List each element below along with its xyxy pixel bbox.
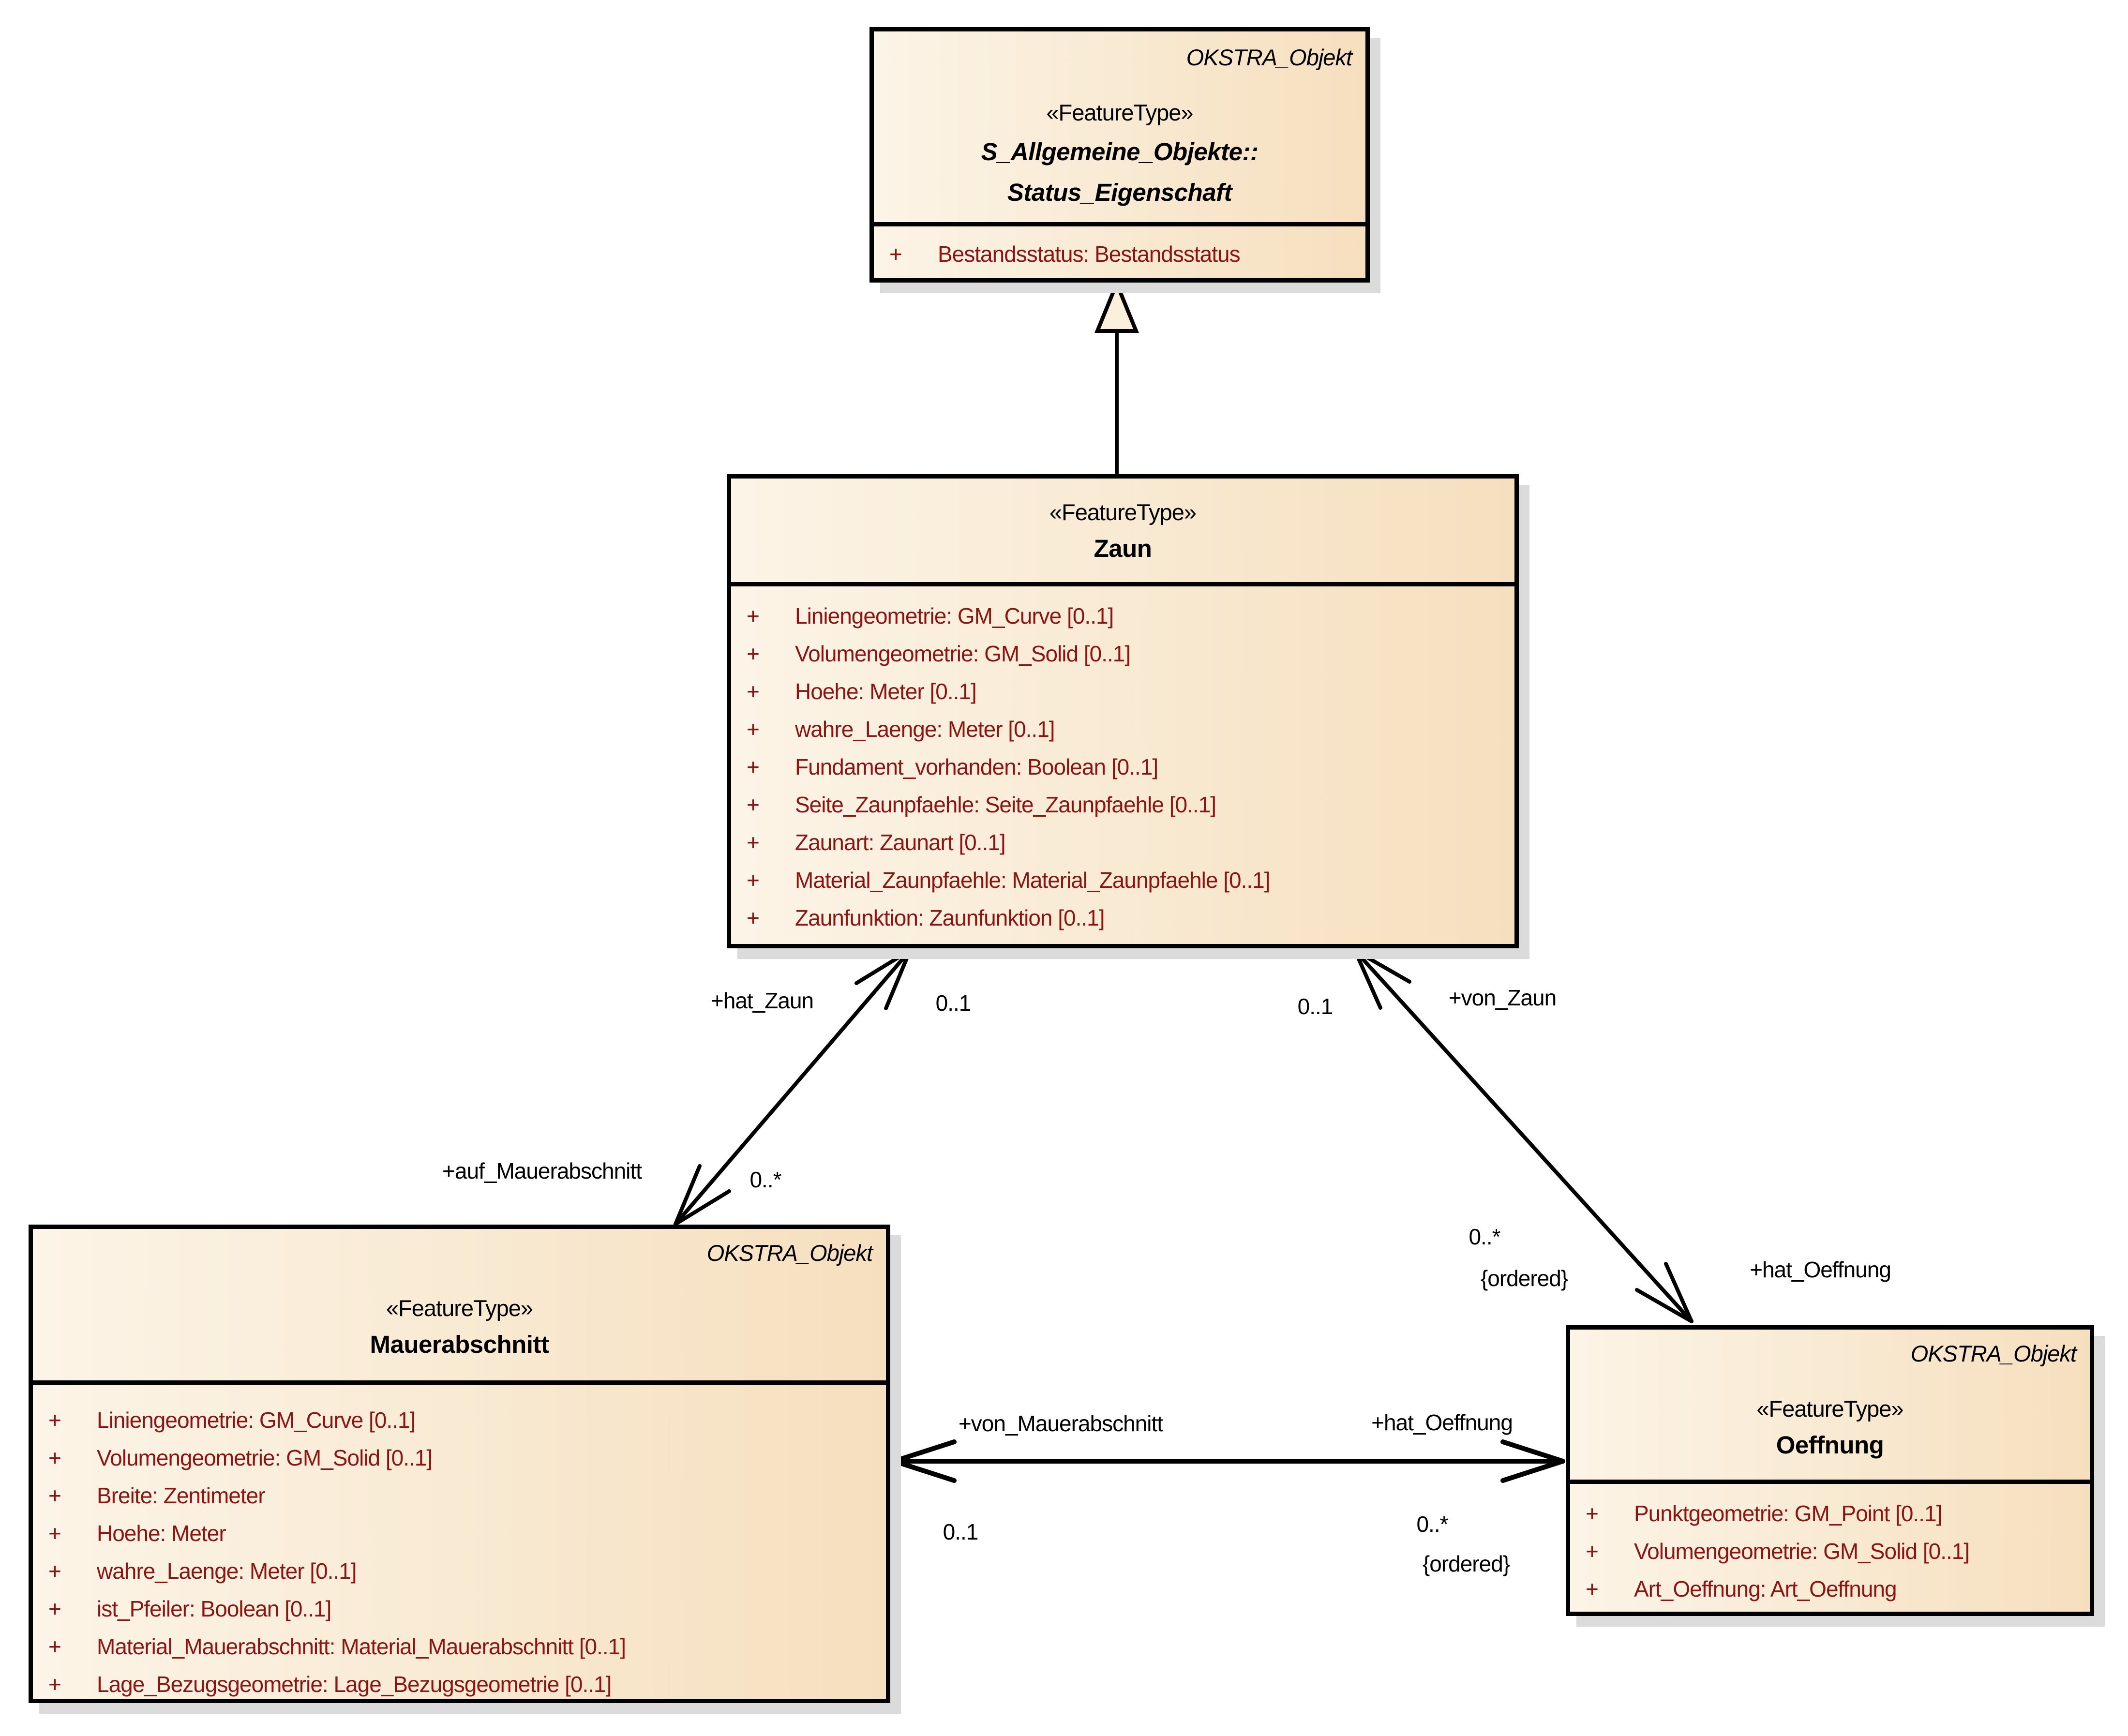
class-box-oeffnung[interactable]: [1566, 1325, 2094, 1616]
class-box-status-eigenschaft[interactable]: [869, 27, 1370, 283]
attribute-text: wahre_Laenge: Meter [0..1]: [97, 1558, 357, 1584]
attribute-row: [731, 748, 1514, 786]
assoc-mult-auf-mauerabschnitt: 0..*: [749, 1167, 781, 1192]
attribute-compartment: [874, 222, 1365, 278]
attribute-text: Art_Oeffnung: Art_Oeffnung: [1634, 1576, 1897, 1601]
attribute-row: [731, 823, 1514, 861]
assoc-mult-hat-oeffnung-horizontal: 0..*: [1416, 1512, 1448, 1537]
visibility-symbol: +: [747, 603, 759, 629]
attribute-text: Material_Mauerabschnitt: Material_Mauerabschnitt [0..1]: [97, 1634, 626, 1659]
assoc-constraint-ordered-horizontal: {ordered}: [1422, 1551, 1510, 1576]
attribute-text: Hoehe: Meter [0..1]: [795, 679, 976, 704]
class-tag: OKSTRA_Objekt: [1186, 45, 1352, 70]
attribute-text: Material_Zaunpfaehle: Material_Zaunpfaehle [0..1]: [795, 868, 1270, 893]
stereotype-label: «FeatureType»: [1049, 499, 1197, 525]
visibility-symbol: +: [747, 754, 759, 779]
visibility-symbol: +: [1586, 1539, 1598, 1564]
visibility-symbol: +: [747, 641, 759, 666]
class-header: [731, 479, 1514, 582]
attribute-text: Volumengeometrie: GM_Solid [0..1]: [97, 1445, 433, 1470]
attribute-text: Volumengeometrie: GM_Solid [0..1]: [1634, 1539, 1970, 1564]
visibility-symbol: +: [747, 717, 759, 742]
visibility-symbol: +: [48, 1672, 61, 1697]
assoc-role-hat-zaun: +hat_Zaun: [710, 988, 814, 1013]
visibility-symbol: +: [48, 1483, 61, 1508]
class-tag: OKSTRA_Objekt: [1910, 1341, 2076, 1366]
attribute-text: Seite_Zaunpfaehle: Seite_Zaunpfaehle [0..1]: [795, 792, 1216, 817]
stereotype-label: «FeatureType»: [386, 1295, 533, 1321]
attribute-row: [33, 1401, 886, 1439]
class-header: [874, 31, 1365, 222]
attribute-row: [33, 1439, 886, 1477]
attribute-text: Zaunfunktion: Zaunfunktion [0..1]: [795, 905, 1105, 930]
attribute-text: Breite: Zentimeter: [97, 1483, 265, 1508]
class-name-line2: Status_Eigenschaft: [1007, 179, 1232, 206]
assoc-role-hat-oeffnung-diagonal: +hat_Oeffnung: [1750, 1257, 1891, 1282]
attribute-row: [1570, 1570, 2090, 1608]
attribute-row: [1570, 1495, 2090, 1532]
attribute-row: [1570, 1532, 2090, 1570]
visibility-symbol: +: [48, 1558, 61, 1584]
assoc-mult-hat-oeffnung-diagonal: 0..*: [1469, 1224, 1500, 1249]
assoc-mult-hat-zaun: 0..1: [935, 990, 971, 1016]
visibility-symbol: +: [747, 830, 759, 855]
hollow-triangle-arrowhead: [1097, 284, 1136, 331]
attribute-row: [731, 635, 1514, 673]
attribute-compartment: [731, 582, 1514, 944]
class-box-zaun[interactable]: [727, 474, 1519, 948]
attribute-row: [33, 1477, 886, 1514]
class-box-mauerabschnitt[interactable]: [29, 1225, 890, 1703]
attribute-row: [874, 235, 1365, 273]
attribute-row: [33, 1590, 886, 1628]
class-name-line1: S_Allgemeine_Objekte::: [981, 138, 1259, 165]
class-name: Oeffnung: [1776, 1431, 1884, 1459]
visibility-symbol: +: [48, 1596, 61, 1621]
attribute-text: Fundament_vorhanden: Boolean [0..1]: [795, 754, 1158, 779]
stereotype-label: «FeatureType»: [1046, 100, 1193, 125]
attribute-text: ist_Pfeiler: Boolean [0..1]: [97, 1596, 331, 1621]
attribute-text: Hoehe: Meter: [97, 1521, 226, 1546]
attribute-text: Punktgeometrie: GM_Point [0..1]: [1634, 1501, 1942, 1526]
class-tag: OKSTRA_Objekt: [706, 1240, 872, 1266]
visibility-symbol: +: [1586, 1576, 1598, 1601]
attribute-text: wahre_Laenge: Meter [0..1]: [795, 717, 1055, 742]
assoc-constraint-ordered-diagonal: {ordered}: [1480, 1266, 1568, 1291]
attribute-text: Liniengeometrie: GM_Curve [0..1]: [795, 603, 1114, 629]
visibility-symbol: +: [747, 792, 759, 817]
assoc-role-von-mauerabschnitt: +von_Mauerabschnitt: [958, 1411, 1163, 1436]
visibility-symbol: +: [48, 1634, 61, 1659]
attribute-row: [731, 710, 1514, 748]
attribute-text: Volumengeometrie: GM_Solid [0..1]: [795, 641, 1131, 666]
assoc-role-auf-mauerabschnitt: +auf_Mauerabschnitt: [442, 1158, 642, 1183]
stereotype-label: «FeatureType»: [1756, 1396, 1903, 1422]
attribute-text: Lage_Bezugsgeometrie: Lage_Bezugsgeometrie [0..1]: [97, 1672, 612, 1697]
attribute-row: [33, 1628, 886, 1665]
visibility-symbol: +: [48, 1521, 61, 1546]
attribute-compartment: [1570, 1480, 2090, 1612]
attribute-row: [33, 1665, 886, 1703]
attribute-row: [731, 673, 1514, 710]
attribute-text: Liniengeometrie: GM_Curve [0..1]: [97, 1407, 416, 1433]
attribute-row: [731, 899, 1514, 937]
class-name: Mauerabschnitt: [370, 1331, 549, 1358]
generalization-arrow: [1097, 284, 1136, 474]
class-header: [1570, 1330, 2090, 1480]
class-header: [33, 1229, 886, 1380]
attribute-row: [731, 597, 1514, 635]
attribute-row: [33, 1552, 886, 1590]
visibility-symbol: +: [747, 679, 759, 704]
assoc-mult-von-zaun: 0..1: [1297, 994, 1333, 1019]
visibility-symbol: +: [48, 1407, 61, 1433]
assoc-role-von-zaun: +von_Zaun: [1448, 985, 1557, 1010]
visibility-symbol: +: [1586, 1501, 1598, 1526]
visibility-symbol: +: [48, 1445, 61, 1470]
visibility-symbol: +: [747, 868, 759, 893]
attribute-row: [33, 1514, 886, 1552]
assoc-role-hat-oeffnung-horizontal: +hat_Oeffnung: [1371, 1410, 1513, 1435]
attribute-compartment: [33, 1380, 886, 1699]
assoc-mult-von-mauerabschnitt: 0..1: [943, 1519, 978, 1544]
attribute-row: [731, 786, 1514, 823]
attribute-row: [731, 861, 1514, 899]
visibility-symbol: +: [747, 905, 759, 930]
visibility-symbol: +: [889, 241, 902, 267]
attribute-text: Bestandsstatus: Bestandsstatus: [938, 241, 1240, 267]
class-name: Zaun: [1094, 535, 1152, 562]
attribute-text: Zaunart: Zaunart [0..1]: [795, 830, 1005, 855]
association-mauerabschnitt-oeffnung: [894, 1442, 1563, 1481]
